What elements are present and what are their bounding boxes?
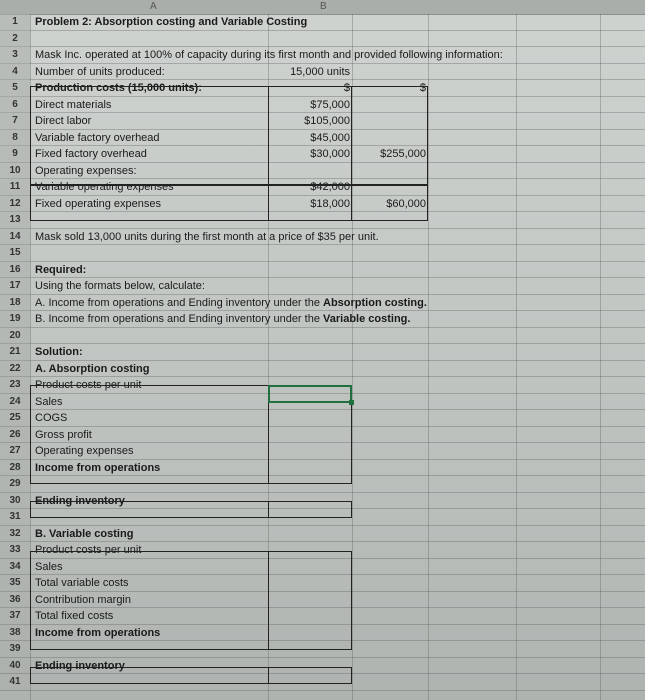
- cell-label[interactable]: [35, 526, 133, 542]
- cell-label[interactable]: [35, 361, 149, 377]
- amount-column-box: [268, 86, 352, 221]
- table-row: [0, 229, 645, 246]
- row-number[interactable]: 26: [0, 427, 30, 443]
- row-number[interactable]: 21: [0, 344, 30, 360]
- cell-label[interactable]: [35, 311, 410, 327]
- row-number[interactable]: 41: [0, 674, 30, 690]
- row-number[interactable]: 29: [0, 476, 30, 492]
- cell-text: Mask Inc. operated at 100% of capacity during its first month and provided following information:: [35, 49, 503, 61]
- cell-amount[interactable]: $75,000: [310, 98, 350, 111]
- table-row: [0, 14, 645, 31]
- cell-amount[interactable]: $18,000: [310, 197, 350, 210]
- cell-text: Total variable costs: [35, 577, 129, 589]
- production-costs-box: [30, 86, 428, 185]
- table-row: [0, 31, 645, 48]
- row-number[interactable]: 15: [0, 245, 30, 261]
- row-number[interactable]: 23: [0, 377, 30, 393]
- row-number[interactable]: 20: [0, 328, 30, 344]
- cell-text: Income from operations: [35, 461, 161, 474]
- fill-handle[interactable]: [349, 400, 354, 405]
- cell-text: Variable factory overhead: [35, 131, 160, 144]
- row-number[interactable]: 24: [0, 394, 30, 410]
- row-number[interactable]: 7: [0, 113, 30, 129]
- table-row: [0, 344, 645, 361]
- table-row: [0, 328, 645, 345]
- row-number[interactable]: 5: [0, 80, 30, 96]
- cell-text: Product costs per unit: [35, 379, 142, 391]
- row-number[interactable]: 10: [0, 163, 30, 179]
- cell-total[interactable]: $60,000: [386, 197, 426, 210]
- row-number[interactable]: 31: [0, 509, 30, 525]
- cell-label[interactable]: [35, 64, 165, 80]
- cell-text: Ending inventory: [35, 659, 125, 672]
- cell-amount[interactable]: $105,000: [304, 115, 350, 127]
- variable-answer-column: [268, 551, 352, 650]
- row-number[interactable]: 3: [0, 47, 30, 63]
- cell-text: Direct labor: [35, 115, 92, 127]
- cell-text: A. Income from operations and Ending inventory under the: [35, 296, 324, 309]
- operating-expenses-box: [30, 185, 428, 221]
- cell-amount[interactable]: $: [343, 82, 350, 94]
- row-number[interactable]: 25: [0, 410, 30, 426]
- row-number[interactable]: 35: [0, 575, 30, 591]
- cell-amount[interactable]: $45,000: [310, 131, 350, 144]
- cell-text: Problem 2: Absorption costing and Variable Costing: [35, 16, 308, 28]
- column-header-b[interactable]: B: [320, 1, 327, 12]
- cell-text: Total fixed costs: [35, 610, 114, 622]
- cell-text: Gross profit: [35, 428, 92, 441]
- cell-text: Production costs (15,000 units):: [35, 82, 202, 94]
- cell-text: Sales: [35, 395, 63, 408]
- column-header-bar: [0, 0, 645, 15]
- column-header-a[interactable]: A: [150, 1, 157, 12]
- cell-text: Product costs per unit: [35, 544, 142, 556]
- row-number[interactable]: 14: [0, 229, 30, 245]
- row-number[interactable]: 11: [0, 179, 30, 195]
- selected-cell[interactable]: [268, 385, 352, 403]
- row-number[interactable]: 6: [0, 97, 30, 113]
- row-number[interactable]: 12: [0, 196, 30, 212]
- row-number[interactable]: 40: [0, 658, 30, 674]
- row-number[interactable]: 28: [0, 460, 30, 476]
- cell-text: Number of units produced:: [35, 65, 165, 78]
- cell-label[interactable]: [35, 47, 503, 63]
- table-row: [0, 47, 645, 64]
- absorption-ending-inventory-cell[interactable]: [268, 501, 352, 518]
- row-number[interactable]: 2: [0, 31, 30, 47]
- cell-text: Variable operating expenses: [35, 181, 174, 193]
- cell-text: Mask sold 13,000 units during the first month at a price of $35 per unit.: [35, 230, 379, 243]
- cell-text: Required:: [35, 263, 87, 276]
- row-number[interactable]: 39: [0, 641, 30, 657]
- cell-amount[interactable]: $42,000: [310, 181, 350, 193]
- cell-text-bold: Absorption costing.: [323, 296, 427, 309]
- cell-text: COGS: [35, 412, 68, 424]
- row-number[interactable]: 32: [0, 526, 30, 542]
- cell-text: B. Income from operations and Ending inventory under the: [35, 313, 324, 325]
- table-row: [0, 526, 645, 543]
- cell-text: Operating expenses: [35, 445, 134, 457]
- cell-amount[interactable]: $30,000: [310, 148, 350, 160]
- cell-total[interactable]: $255,000: [380, 148, 426, 160]
- cell-label[interactable]: [35, 14, 307, 30]
- cell-label[interactable]: [35, 278, 205, 294]
- table-row: [0, 64, 645, 81]
- cell-label[interactable]: [35, 344, 83, 360]
- cell-text: A. Absorption costing: [35, 362, 150, 375]
- table-row: [0, 295, 645, 312]
- cell-text: Direct materials: [35, 98, 112, 111]
- row-number[interactable]: 27: [0, 443, 30, 459]
- row-number[interactable]: 19: [0, 311, 30, 327]
- row-number[interactable]: 1: [0, 14, 30, 30]
- row-number[interactable]: 18: [0, 295, 30, 311]
- table-row: [0, 278, 645, 295]
- row-number[interactable]: 13: [0, 212, 30, 228]
- row-number[interactable]: 22: [0, 361, 30, 377]
- cell-text: Using the formats below, calculate:: [35, 280, 205, 292]
- cell-text: Contribution margin: [35, 593, 131, 606]
- cell-text: Sales: [35, 560, 63, 573]
- table-row: [0, 311, 645, 328]
- cell-text: Income from operations: [35, 626, 161, 639]
- row-number[interactable]: 36: [0, 592, 30, 608]
- cell-text: Solution:: [35, 346, 83, 358]
- row-number[interactable]: 9: [0, 146, 30, 162]
- cell-text: Fixed operating expenses: [35, 197, 161, 210]
- cell-text: Ending inventory: [35, 494, 125, 507]
- cell-label[interactable]: [35, 229, 379, 245]
- cell-text: Fixed factory overhead: [35, 148, 147, 160]
- cell-text: B. Variable costing: [35, 527, 134, 540]
- cell-text: Operating expenses:: [35, 164, 137, 177]
- cell-text-bold: Variable costing.: [323, 313, 411, 325]
- cell-label[interactable]: [35, 295, 427, 311]
- row-number[interactable]: 16: [0, 262, 30, 278]
- variable-ending-inventory-cell[interactable]: [268, 667, 352, 684]
- cell-label[interactable]: [35, 262, 86, 278]
- row-number[interactable]: 38: [0, 625, 30, 641]
- row-number[interactable]: 8: [0, 130, 30, 146]
- row-number[interactable]: 34: [0, 559, 30, 575]
- row-number[interactable]: 17: [0, 278, 30, 294]
- row-number[interactable]: 33: [0, 542, 30, 558]
- table-row: [0, 361, 645, 378]
- row-number[interactable]: 30: [0, 493, 30, 509]
- row-number[interactable]: 4: [0, 64, 30, 80]
- cell-total[interactable]: $: [419, 82, 426, 94]
- row-number[interactable]: 37: [0, 608, 30, 624]
- table-row: [0, 245, 645, 262]
- cell-amount[interactable]: 15,000 units: [290, 65, 350, 78]
- table-row: [0, 262, 645, 279]
